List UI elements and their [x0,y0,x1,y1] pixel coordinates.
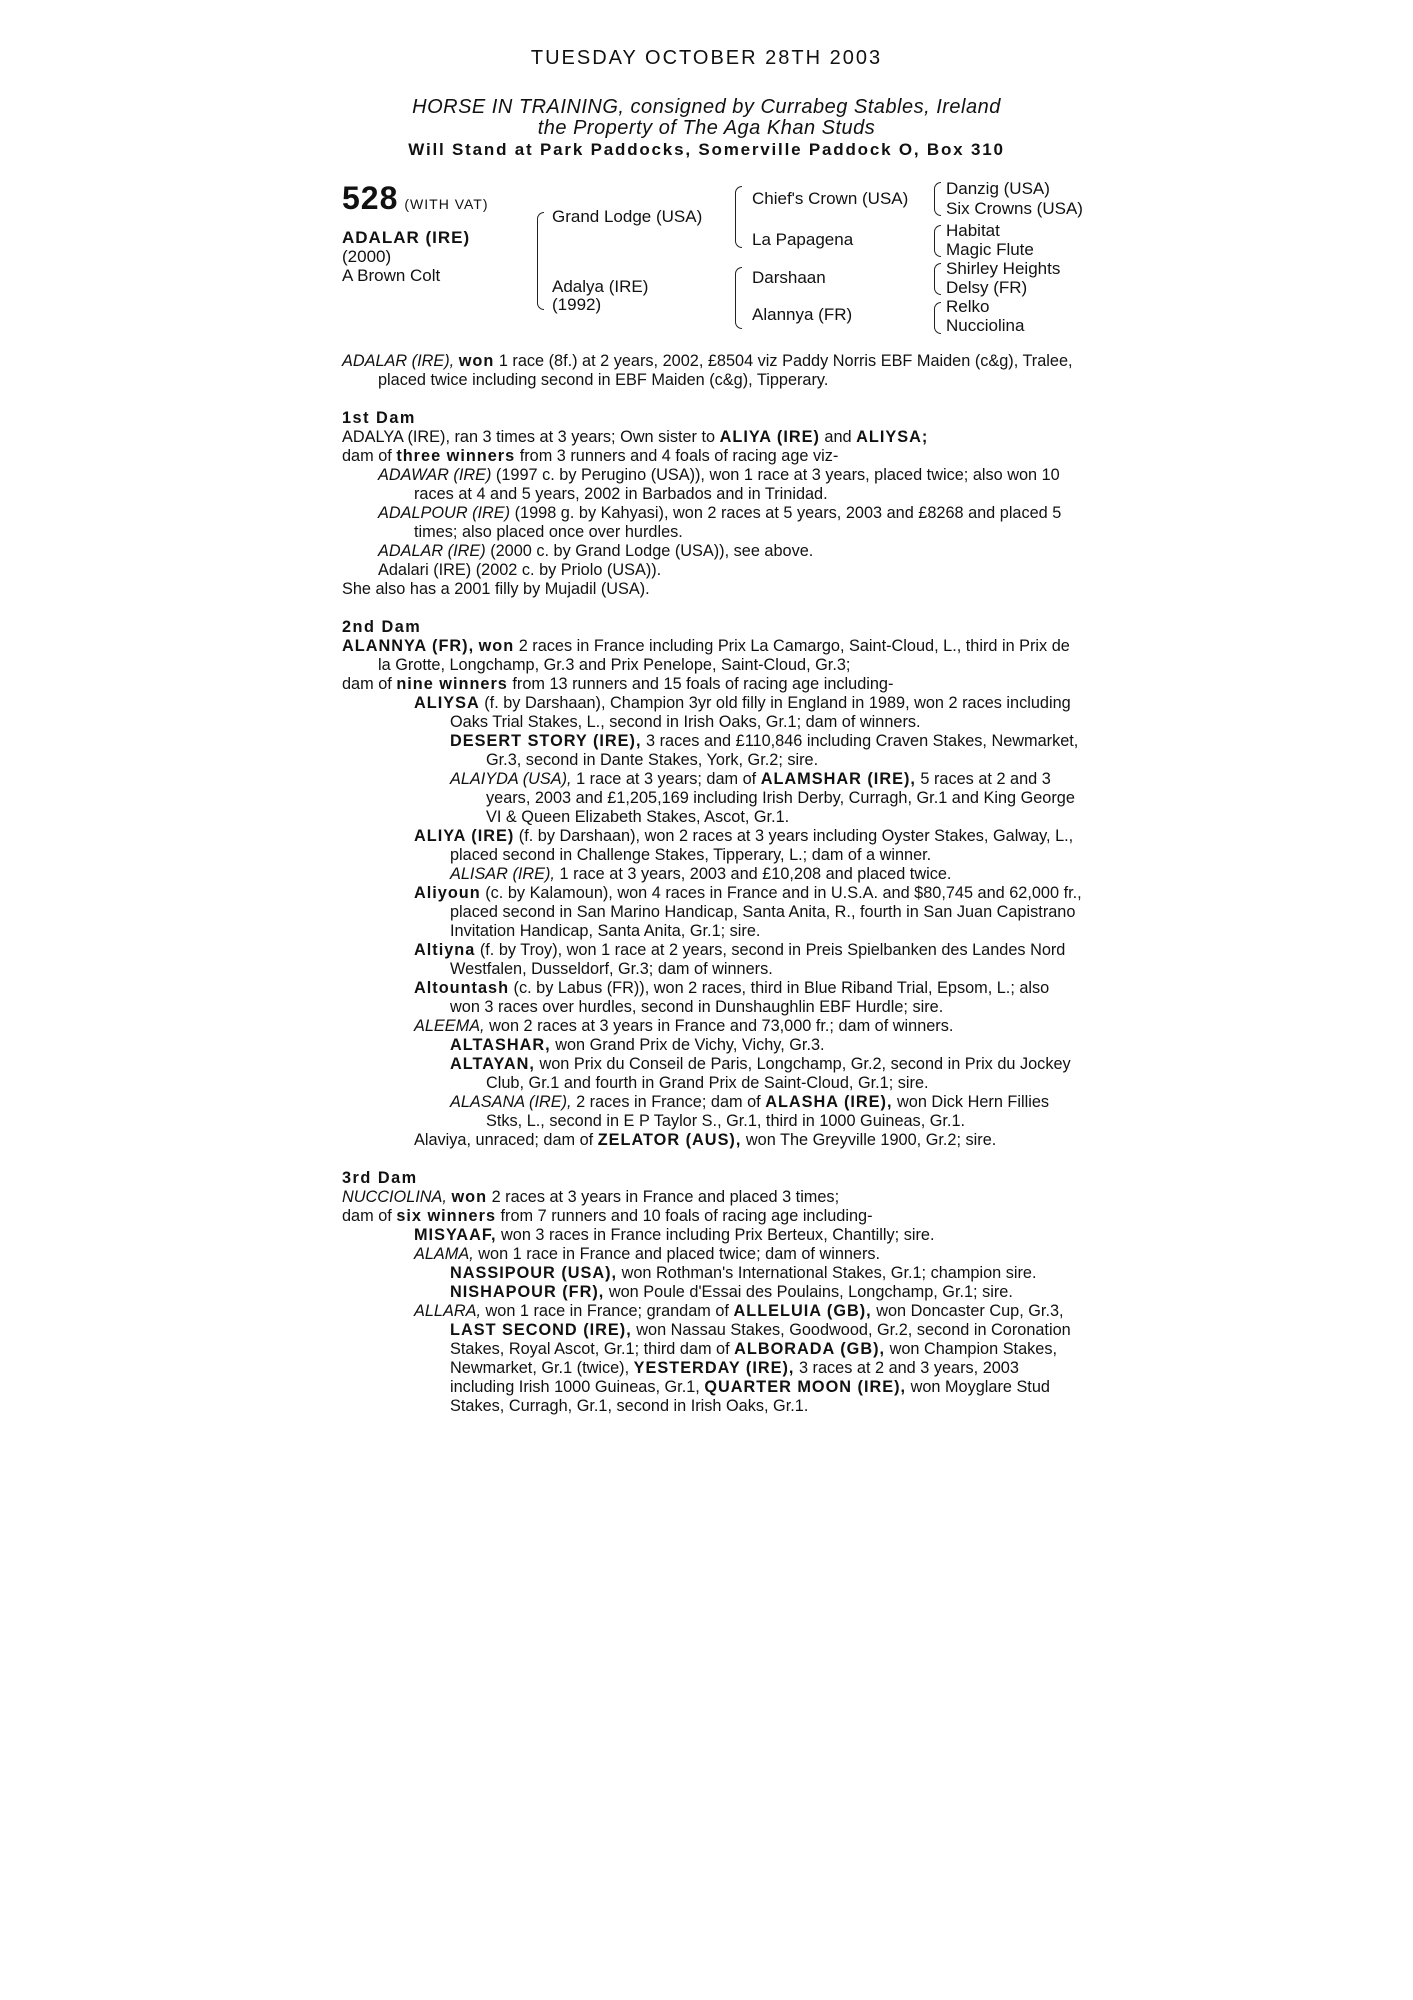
text: (1998 g. by Kahyasi), won 2 races at 5 years, 2003 and £8268 and placed 5 times; also placed once over hurdles. [414,504,1062,541]
text: won Dick Hern Fillies Stks, L., second in E P Taylor S., Gr.1, third in 1000 Guineas, Gr.1. [486,1093,1050,1130]
second-dam-intro [342,637,1082,675]
horse-name: ADALAR (IRE) [342,228,471,247]
horse-name: YESTERDAY (IRE), [633,1359,795,1377]
horse-name: ALIYSA [414,694,480,712]
text: from 7 runners and 10 foals of racing age including- [500,1207,873,1225]
pedigree-sss: Danzig (USA) [946,179,1050,198]
pedigree-brace [934,263,941,295]
text: (2000 c. by Grand Lodge (USA)), see above. [490,542,814,560]
text: (f. by Troy), won 1 race at 2 years, second in Preis Spielbanken des Landes Nord Westfalen, Dusseldorf, Gr.3; dam of winners. [450,941,1066,978]
horse-name: ADAWAR (IRE) [378,466,492,484]
winners-count: six winners [396,1207,496,1225]
produce-entry [342,941,1082,979]
produce-entry [342,466,1082,504]
won: won [451,1188,488,1206]
produce-entry [342,1017,1082,1036]
produce-entry: Adalari (IRE) (2002 c. by Priolo (USA)). [378,561,662,579]
horse-name: NUCCIOLINA, [342,1188,447,1206]
text: and [824,428,852,446]
horse-name: ALEEMA, [414,1017,485,1035]
horse-year: (2000) [342,247,392,266]
horse-name: ALTAYAN, [450,1055,535,1073]
first-dam-intro [342,428,1082,447]
produce-entry [342,1131,1082,1150]
horse-name: ALAMSHAR (IRE), [760,770,916,788]
record-text: 1 race (8f.) at 2 years, 2002, £8504 viz Paddy Norris EBF Maiden (c&g), Tralee, placed twice including second in EBF Maiden (c&g), Tipperary. [378,352,1073,389]
horse-name: ALIYA (IRE) [414,827,515,845]
text: (1997 c. by Perugino (USA)), won 1 race at 3 years, placed twice; also won 10 races at 4 and 5 years, 2002 in Barbados and in Trinidad. [414,466,1060,503]
pedigree-dam-dam: Alannya (FR) [752,305,853,324]
produce-entry [342,865,1082,884]
owner-line: the Property of The Aga Khan Studs [537,117,876,139]
horse-name: ALAIYDA (USA), [450,770,572,788]
produce-note: She also has a 2001 filly by Mujadil (USA). [342,580,650,598]
pedigree-sire-dam: La Papagena [752,230,854,249]
pedigree-ssd: Six Crowns (USA) [946,199,1083,218]
produce-entry [342,1093,1082,1131]
pedigree-brace [934,225,941,257]
first-dam-summary [342,447,1082,466]
horse-name: ADALAR (IRE) [378,542,486,560]
text: (c. by Kalamoun), won 4 races in France and in U.S.A. and $80,745 and 62,000 fr., placed second in San Marino Handicap, Santa Anita, R., fourth in San Juan Capistrano Invitation Handicap, Santa Anita, Gr.1; sire. [450,884,1082,940]
horse-name: ALLARA, [414,1302,481,1320]
horse-name: QUARTER MOON (IRE), [704,1378,907,1396]
horse-name: MISYAAF, [414,1226,497,1244]
horse-name: Altountash [414,979,510,997]
horse-name: ALASHA (IRE), [765,1093,893,1111]
horse-name: ALIYSA; [856,428,929,446]
produce-entry [342,1055,1082,1093]
horse-name: ALANNYA (FR), [342,637,475,655]
second-dam-summary [342,675,1082,694]
horse-name: ADALPOUR (IRE) [378,504,511,522]
horse-name: ALLELUIA (GB), [733,1302,872,1320]
consignor-line: HORSE IN TRAINING, consigned by Currabeg Stables, Ireland [412,96,1001,118]
horse-name: Altiyna [414,941,476,959]
produce-entry [342,732,1082,770]
text: (f. by Darshaan), won 2 races at 3 years including Oyster Stakes, Galway, L., placed second in Challenge Stakes, Tipperary, L.; dam of a winner. [450,827,1074,864]
produce-entry [342,1036,1082,1055]
horse-description: A Brown Colt [342,266,441,285]
produce-entry [342,770,1082,827]
text: 1 race at 3 years; dam of [576,770,757,788]
pedigree-dam-year: (1992) [552,295,602,314]
pedigree-sire-sire: Chief's Crown (USA) [752,189,909,208]
horse-name: ALIYA (IRE) [719,428,820,446]
produce-entry [342,827,1082,865]
text: won Nassau Stakes, Goodwood, Gr.2, second in Coronation Stakes, Royal Ascot, Gr.1; third dam of [450,1321,1071,1358]
text: 2 races at 3 years in France and placed 3 times; [491,1188,840,1206]
pedigree-dds: Relko [946,297,990,316]
horse-name: ALISAR (IRE), [450,865,555,883]
text: won Rothman's International Stakes, Gr.1; champion sire. [621,1264,1037,1282]
text: won Poule d'Essai des Poulains, Longchamp, Gr.1; sire. [608,1283,1013,1301]
pedigree-brace [934,302,941,334]
lot-number: 528 [342,180,399,216]
text: won 1 race in France and placed twice; dam of winners. [478,1245,881,1263]
horse-name: ALASANA (IRE), [450,1093,572,1111]
horse-name: ALAMA, [414,1245,474,1263]
text: (c. by Labus (FR)), won 2 races, third in Blue Riband Trial, Epsom, L.; also won 3 races over hurdles, second in Dunshaughlin EBF Hurdle; sire. [450,979,1050,1016]
produce-entry [342,1283,1082,1302]
horse-name: DESERT STORY (IRE), [450,732,642,750]
produce-entry [342,1245,1082,1264]
vat-note: (WITH VAT) [404,196,489,212]
text: 3 races at 2 and 3 years, 2003 including Irish 1000 Guineas, Gr.1, [450,1359,1019,1396]
pedigree-dss: Shirley Heights [946,259,1061,278]
text: won Doncaster Cup, Gr.3, [876,1302,1064,1320]
pedigree-sdd: Magic Flute [946,240,1034,259]
text: 1 race at 3 years, 2003 and £10,208 and placed twice. [559,865,952,883]
text: (f. by Darshaan), Champion 3yr old filly in England in 1989, won 2 races including Oaks Trial Stakes, L., second in Irish Oaks, Gr.1; dam of winners. [450,694,1071,731]
first-dam-heading: 1st Dam [342,409,416,427]
won: won [478,637,515,655]
pedigree-dsd: Delsy (FR) [946,278,1028,297]
third-dam-intro [342,1188,1082,1207]
text: from 3 runners and 4 foals of racing age viz- [519,447,839,465]
consignment-block [0,97,1413,160]
pedigree-brace [934,182,941,216]
text: won 3 races in France including Prix Berteux, Chantilly; sire. [501,1226,935,1244]
horse-identity [342,228,470,285]
produce-entry [342,1226,1082,1245]
winners-count: nine winners [396,675,508,693]
text: 2 races in France; dam of [576,1093,761,1111]
record-horse-name: ADALAR (IRE), [342,352,455,370]
winners-count: three winners [396,447,516,465]
horse-name: LAST SECOND (IRE), [450,1321,632,1339]
sale-date: TUESDAY OCTOBER 28TH 2003 [530,47,883,69]
catalogue-body [342,352,1082,1416]
text: won Prix du Conseil de Paris, Longchamp, Gr.2, second in Prix du Jockey Club, Gr.1 and fourth in Grand Prix de Saint-Cloud, Gr.1; sire. [486,1055,1071,1092]
pedigree-ddd: Nucciolina [946,316,1025,335]
horse-name: Aliyoun [414,884,481,902]
horse-name: NASSIPOUR (USA), [450,1264,618,1282]
horse-name: NISHAPOUR (FR), [450,1283,605,1301]
text: won 1 race in France; grandam of [485,1302,729,1320]
pedigree-dam-name: Adalya (IRE) [552,277,649,296]
pedigree-brace [537,212,544,310]
produce-entry [342,542,1082,561]
produce-entry [342,979,1082,1017]
text: won Champion Stakes, Newmarket, Gr.1 (twice), [450,1340,1057,1377]
stand-location: Will Stand at Park Paddocks, Somerville Paddock O, Box 310 [408,140,1005,159]
pedigree-dam [552,278,648,314]
produce-entry [342,504,1082,542]
produce-entry [342,1264,1082,1283]
text: from 13 runners and 15 foals of racing age including- [512,675,894,693]
lot-number-block [342,180,489,217]
text: 5 races at 2 and 3 years, 2003 and £1,205,169 including Irish Derby, Curragh, Gr.1 and King George VI & Queen Elizabeth Stakes, Ascot, Gr.1. [486,770,1075,826]
text: won The Greyville 1900, Gr.2; sire. [745,1131,997,1149]
pedigree-sds: Habitat [946,221,1000,240]
pedigree-brace [735,267,742,329]
text: Alaviya, unraced; dam of [414,1131,594,1149]
horse-name: ALBORADA (GB), [734,1340,886,1358]
third-dam-summary [342,1207,1082,1226]
text: won Moyglare Stud Stakes, Curragh, Gr.1, second in Irish Oaks, Gr.1. [450,1378,1050,1415]
produce-entry [342,694,1082,732]
text: 2 races in France including Prix La Camargo, Saint-Cloud, L., third in Prix de la Grotte, Longchamp, Gr.3 and Prix Penelope, Saint-Cloud, Gr.3; [378,637,1070,674]
produce-entry [342,884,1082,941]
text: ADALYA (IRE), ran 3 times at 3 years; Own sister to [342,428,716,446]
text: dam of [342,675,392,693]
second-dam-heading: 2nd Dam [342,618,422,636]
pedigree-sire: Grand Lodge (USA) [552,207,703,226]
text: dam of [342,447,392,465]
pedigree-brace [735,186,742,248]
text: 3 races and £110,846 including Craven Stakes, Newmarket, Gr.3, second in Dante Stakes, York, Gr.2; sire. [486,732,1079,769]
horse-name: ALTASHAR, [450,1036,551,1054]
text: dam of [342,1207,392,1225]
pedigree-dam-sire: Darshaan [752,268,826,287]
text: won Grand Prix de Vichy, Vichy, Gr.3. [555,1036,825,1054]
horse-name: ZELATOR (AUS), [597,1131,742,1149]
text: won 2 races at 3 years in France and 73,000 fr.; dam of winners. [489,1017,954,1035]
produce-entry [342,1302,1082,1416]
race-record [342,352,1082,390]
record-won: won [458,352,495,370]
third-dam-heading: 3rd Dam [342,1169,418,1187]
